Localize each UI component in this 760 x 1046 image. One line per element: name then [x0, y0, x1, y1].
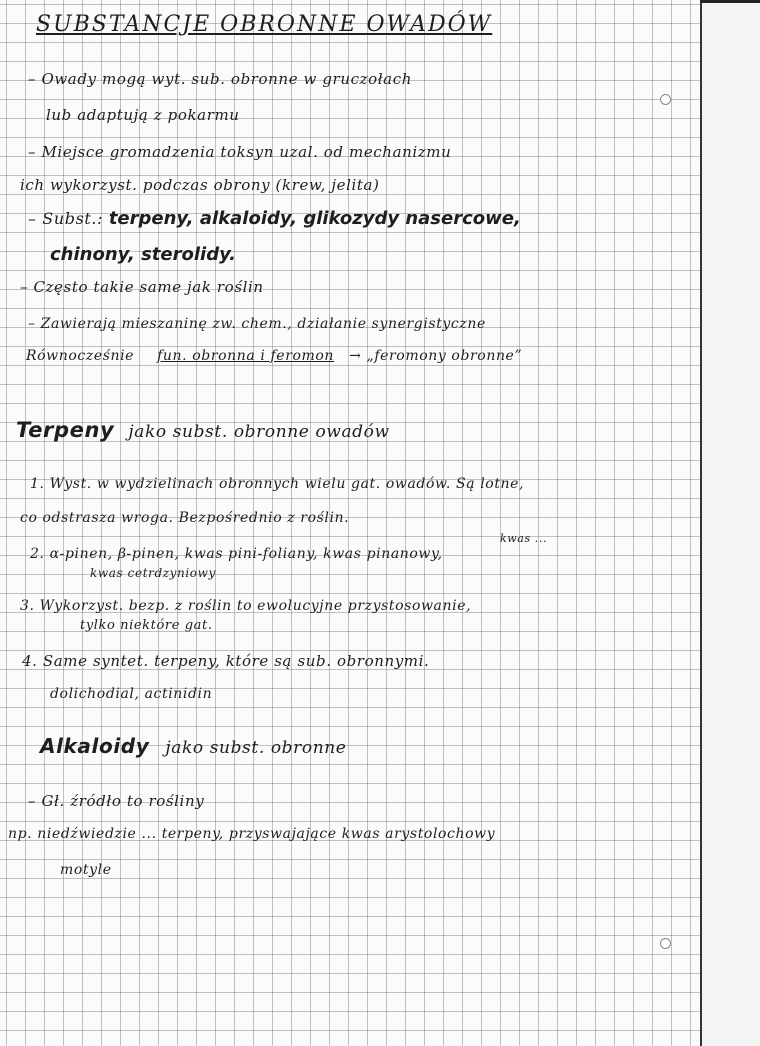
terp-item-1: 1. Wyst. w wydzielinach obronnych wielu gat. owadów. Są lotne,: [30, 476, 525, 492]
terp-item-3b: tylko niektóre gat.: [80, 618, 213, 633]
terp-item-3: 3. Wykorzyst. bezp. z roślin to ewolucyjne przystosowanie,: [20, 598, 472, 614]
alk-item-2: np. niedźwiedzie ... terpeny, przyswajające kwas arystolochowy: [8, 826, 496, 842]
binder-hole-top: [660, 94, 671, 105]
defense-function-text: fun. obronna i feromon: [157, 348, 335, 364]
defense-pheromones-text: → „feromony obronne”: [349, 348, 523, 364]
note-line-2: lub adaptują z pokarmu: [46, 106, 240, 124]
alk-item-1: – Gł. źródło to rośliny: [28, 792, 205, 810]
page-title: SUBSTANCJE OBRONNE OWADÓW: [36, 12, 493, 37]
note-line-5: [28, 208, 718, 229]
binder-hole-bottom: [660, 938, 671, 949]
note-line-6: chinony, sterolidy.: [50, 244, 237, 265]
terp-item-4b: dolichodial, actinidin: [50, 686, 213, 702]
note-line-9: [26, 348, 716, 364]
subst-terms: terpeny, alkaloidy, glikozydy nasercowe,: [108, 208, 521, 229]
terpeny-title: Terpeny: [16, 418, 115, 442]
subst-prefix: – Subst.:: [28, 209, 104, 228]
terp-item-2-note: kwas ...: [500, 532, 548, 545]
terpeny-heading: [16, 418, 706, 442]
terp-item-2: 2. α-pinen, β-pinen, kwas pini-foliany, kwas pinanowy,: [30, 546, 443, 562]
terpeny-subtitle: jako subst. obronne owadów: [128, 422, 390, 442]
simultaneous-text: Równocześnie: [26, 348, 135, 364]
note-line-4: ich wykorzyst. podczas obrony (krew, jelita): [20, 176, 380, 194]
alkaloidy-subtitle: jako subst. obronne: [165, 738, 347, 758]
note-line-7: – Często takie same jak roślin: [20, 278, 264, 296]
alkaloidy-title: Alkaloidy: [40, 734, 150, 758]
note-line-8: – Zawierają mieszaninę zw. chem., działanie synergistyczne: [28, 316, 486, 332]
terp-item-1b: co odstrasza wroga. Bezpośrednio z roślin.: [20, 510, 350, 526]
alkaloidy-heading: [40, 734, 730, 758]
note-line-1: – Owady mogą wyt. sub. obronne w gruczołach: [28, 70, 412, 88]
terp-item-2b: kwas cetrdzyniowy: [90, 566, 216, 580]
terp-item-4: 4. Same syntet. terpeny, które są sub. obronnymi.: [22, 652, 430, 670]
page-edge: [700, 0, 702, 1046]
note-line-3: – Miejsce gromadzenia toksyn uzal. od mechanizmu: [28, 143, 452, 161]
page-top-border: [700, 0, 760, 3]
alk-item-3: motyle: [60, 862, 112, 878]
